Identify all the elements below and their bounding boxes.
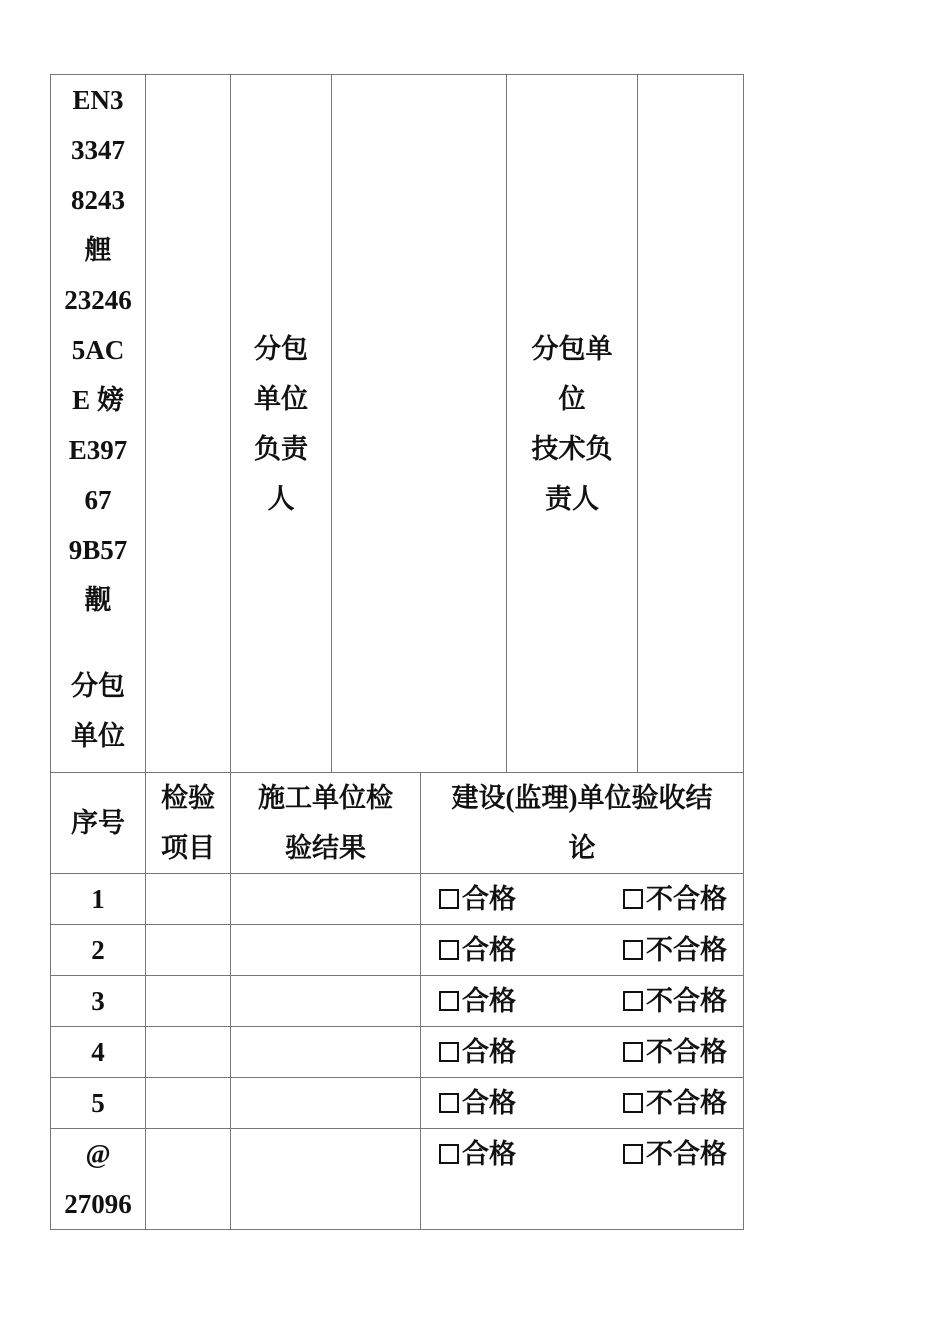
subcontractor-value-cell[interactable] <box>146 75 231 773</box>
inspection-header-row <box>51 773 744 874</box>
code-line: EN3 <box>72 85 124 115</box>
fail-option[interactable] <box>623 1078 727 1128</box>
label-line: 人 <box>267 483 295 514</box>
pass-option[interactable] <box>439 925 516 975</box>
row-seq-text: 5 <box>91 1088 105 1118</box>
row-seq-text: 4 <box>91 1037 105 1067</box>
row-seq <box>51 1078 146 1129</box>
row-seq <box>51 976 146 1027</box>
label-line: 分包 <box>71 671 125 701</box>
fail-label: 不合格 <box>646 1037 727 1067</box>
header-supervision-text: 建设(监理)单位验收结 <box>451 783 713 813</box>
code-line: E397 <box>68 435 128 465</box>
row-seq-text: @ <box>85 1139 111 1169</box>
checkbox-icon[interactable] <box>439 1093 459 1113</box>
subcontractor-tech-value-cell[interactable] <box>638 75 744 773</box>
row-item-cell[interactable] <box>146 925 231 976</box>
inspection-form-table <box>50 74 744 1230</box>
label-line: 技术负 <box>531 433 613 464</box>
header-supervision-conclusion <box>421 773 744 874</box>
table-row <box>51 1078 744 1129</box>
code-line: 艃 <box>84 235 112 265</box>
fail-option[interactable] <box>623 874 727 924</box>
checkbox-icon[interactable] <box>623 1042 643 1062</box>
checkbox-icon[interactable] <box>439 1042 459 1062</box>
pass-label: 合格 <box>462 1139 516 1169</box>
pass-option[interactable] <box>439 1027 516 1077</box>
fail-label: 不合格 <box>646 1139 727 1169</box>
checkbox-icon[interactable] <box>439 1144 459 1164</box>
code-line: 8243 <box>71 185 125 215</box>
row-seq <box>51 1129 146 1230</box>
code-line: 觏 <box>84 585 112 615</box>
label-line: 分包 <box>254 333 308 364</box>
pass-label: 合格 <box>462 884 516 914</box>
code-line: 9B57 <box>68 535 128 565</box>
label-line: 责人 <box>545 483 599 514</box>
row-conclusion-cell <box>421 976 744 1027</box>
checkbox-icon[interactable] <box>623 1144 643 1164</box>
code-line: 67 <box>84 485 112 515</box>
checkbox-icon[interactable] <box>439 940 459 960</box>
document-page <box>50 74 744 1230</box>
row-seq-text: 2 <box>91 935 105 965</box>
row-seq <box>51 1027 146 1078</box>
code-line: E 嫎 <box>72 385 124 415</box>
table-row <box>51 1129 744 1230</box>
checkbox-icon[interactable] <box>439 991 459 1011</box>
fail-label: 不合格 <box>646 935 727 965</box>
row-conclusion-cell <box>421 874 744 925</box>
header-item-text: 项目 <box>161 833 215 863</box>
header-seq <box>51 773 146 874</box>
label-line: 单位 <box>71 721 125 751</box>
row-result-cell[interactable] <box>231 874 421 925</box>
pass-label: 合格 <box>462 986 516 1016</box>
pass-option[interactable] <box>439 1078 516 1128</box>
row-seq <box>51 874 146 925</box>
code-lines <box>51 75 145 625</box>
label-line: 负责 <box>254 433 308 464</box>
row-result-cell[interactable] <box>231 1078 421 1129</box>
row-result-cell[interactable] <box>231 1027 421 1078</box>
fail-label: 不合格 <box>646 1088 727 1118</box>
fail-option[interactable] <box>623 1027 727 1077</box>
fail-option[interactable] <box>623 976 727 1026</box>
pass-option[interactable] <box>439 976 516 1026</box>
pass-option[interactable] <box>439 1129 516 1179</box>
row-result-cell[interactable] <box>231 1129 421 1230</box>
subcontractor-head-label-cell <box>231 75 332 773</box>
checkbox-icon[interactable] <box>439 889 459 909</box>
row-item-cell[interactable] <box>146 874 231 925</box>
checkbox-icon[interactable] <box>623 889 643 909</box>
row-item-cell[interactable] <box>146 1129 231 1230</box>
row-result-cell[interactable] <box>231 976 421 1027</box>
row-seq <box>51 925 146 976</box>
table-row <box>51 925 744 976</box>
checkbox-icon[interactable] <box>623 940 643 960</box>
code-line: 23246 <box>64 285 132 315</box>
label-line: 单位 <box>254 383 308 414</box>
subcontractor-label <box>51 661 145 761</box>
row-item-cell[interactable] <box>146 976 231 1027</box>
checkbox-icon[interactable] <box>623 991 643 1011</box>
subcontractor-tech-label-cell <box>507 75 638 773</box>
fail-option[interactable] <box>623 1129 727 1179</box>
header-construction-text: 施工单位检 <box>258 783 393 813</box>
pass-option[interactable] <box>439 874 516 924</box>
header-item-text: 检验 <box>161 783 215 813</box>
label-line: 分包单 <box>531 333 613 364</box>
code-line: 3347 <box>71 135 125 165</box>
code-line: 5AC <box>71 335 125 365</box>
row-seq-text: 27096 <box>64 1189 132 1219</box>
pass-label: 合格 <box>462 1088 516 1118</box>
header-seq-text: 序号 <box>71 808 125 838</box>
row-conclusion-cell <box>421 1078 744 1129</box>
table-row <box>51 874 744 925</box>
pass-label: 合格 <box>462 1037 516 1067</box>
checkbox-icon[interactable] <box>623 1093 643 1113</box>
row-seq-text: 1 <box>91 884 105 914</box>
pass-label: 合格 <box>462 935 516 965</box>
row-conclusion-cell <box>421 1129 744 1230</box>
subcontractor-code-cell <box>51 75 146 773</box>
fail-label: 不合格 <box>646 884 727 914</box>
row-conclusion-cell <box>421 1027 744 1078</box>
subcontractor-head-value-cell[interactable] <box>332 75 507 773</box>
table-row <box>51 976 744 1027</box>
header-item <box>146 773 231 874</box>
header-construction-text: 验结果 <box>285 833 366 863</box>
fail-option[interactable] <box>623 925 727 975</box>
row-seq-text: 3 <box>91 986 105 1016</box>
row-conclusion-cell <box>421 925 744 976</box>
label-line: 位 <box>558 383 586 414</box>
header-construction-result <box>231 773 421 874</box>
subcontractor-row <box>51 75 744 773</box>
header-supervision-text: 论 <box>568 833 596 863</box>
row-item-cell[interactable] <box>146 1078 231 1129</box>
fail-label: 不合格 <box>646 986 727 1016</box>
row-item-cell[interactable] <box>146 1027 231 1078</box>
row-result-cell[interactable] <box>231 925 421 976</box>
table-row <box>51 1027 744 1078</box>
